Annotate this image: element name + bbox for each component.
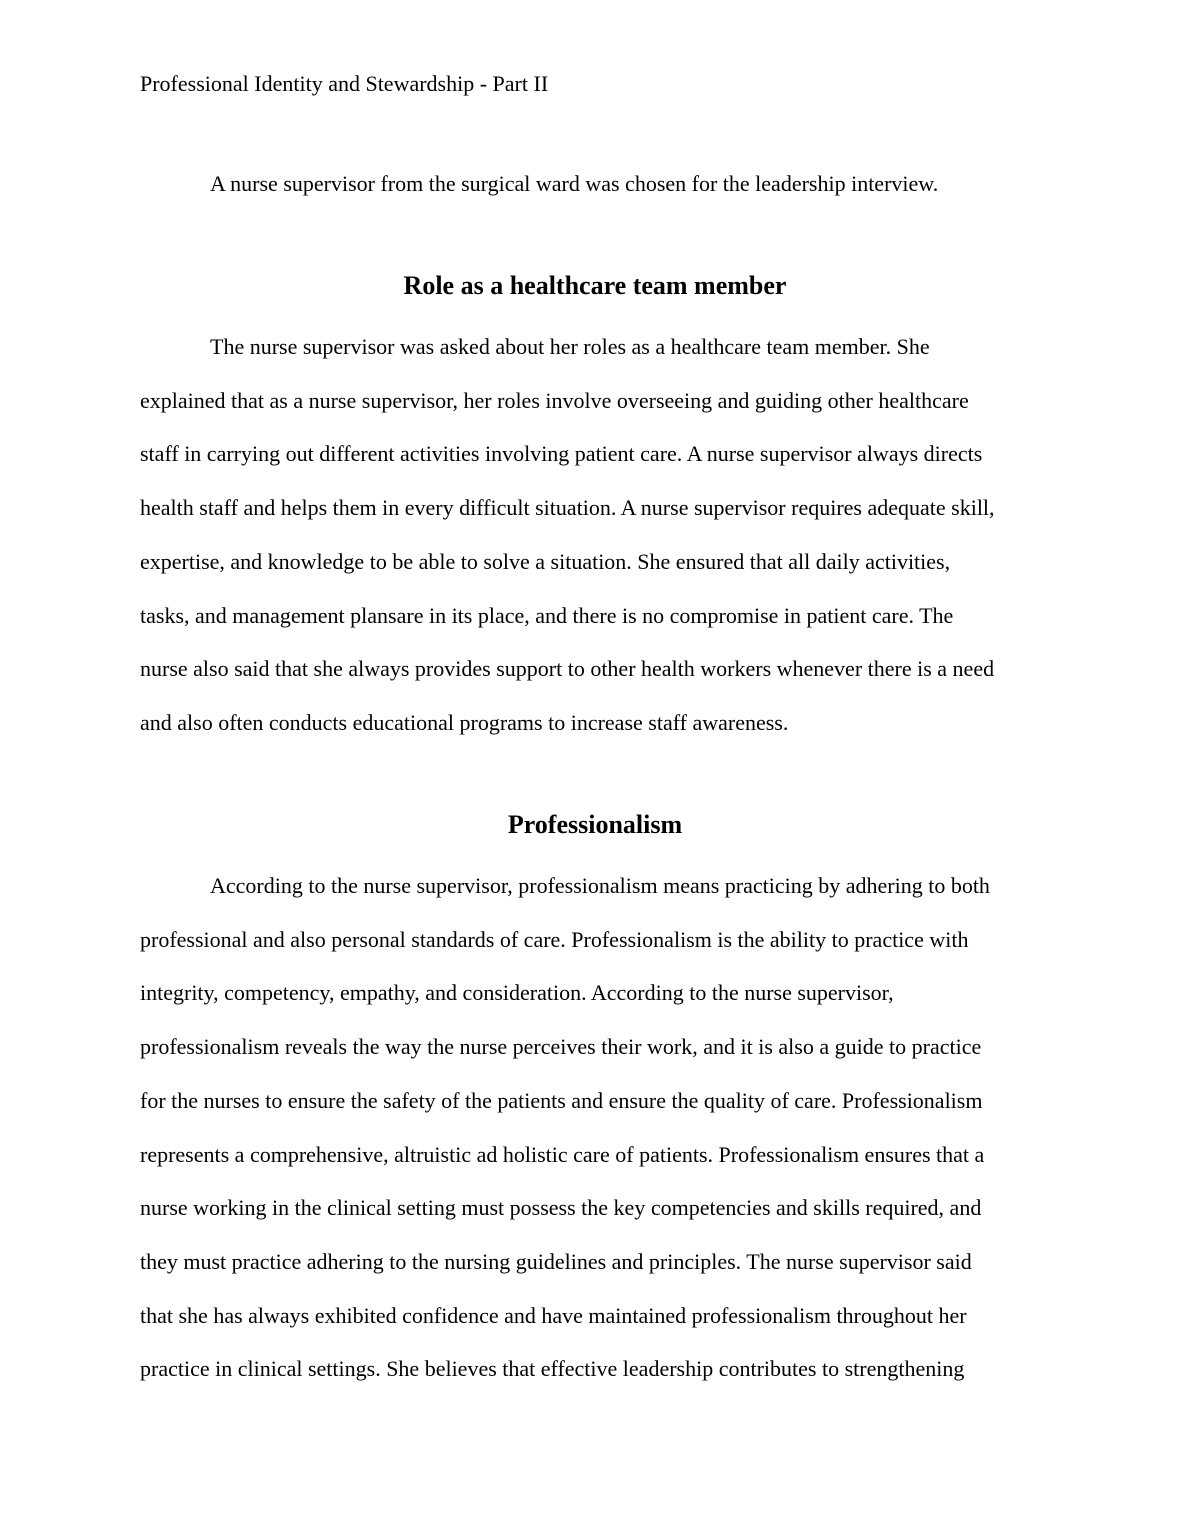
section-heading-professionalism: Professionalism xyxy=(507,810,683,839)
body-line: tasks, and management plansare in its place, and there is no compromise in patient care. The xyxy=(140,602,954,628)
body-line: integrity, competency, empathy, and consideration. According to the nurse supervisor, xyxy=(140,980,894,1006)
running-head: Professional Identity and Stewardship - Part II xyxy=(140,71,549,96)
body-line: professionalism reveals the way the nurse perceives their work, and it is also a guide to practice xyxy=(140,1034,982,1060)
section-body-professionalism xyxy=(140,859,1060,1396)
body-line: for the nurses to ensure the safety of the patients and ensure the quality of care. Professionalism xyxy=(140,1087,983,1113)
body-line: explained that as a nurse supervisor, her roles involve overseeing and guiding other healthcare xyxy=(140,387,969,413)
body-line: and also often conducts educational programs to increase staff awareness. xyxy=(140,709,789,735)
body-line: nurse also said that she always provides support to other health workers whenever there is a need xyxy=(140,656,995,682)
body-line: health staff and helps them in every difficult situation. A nurse supervisor requires adequate skill, xyxy=(140,495,995,521)
body-line: nurse working in the clinical setting must possess the key competencies and skills required, and xyxy=(140,1195,982,1221)
body-line: professional and also personal standards of care. Professionalism is the ability to practice with xyxy=(140,926,969,952)
body-line: staff in carrying out different activities involving patient care. A nurse supervisor always directs xyxy=(140,441,983,467)
body-line: practice in clinical settings. She believes that effective leadership contributes to strengthening xyxy=(140,1356,965,1382)
intro-sentence: A nurse supervisor from the surgical ward was chosen for the leadership interview. xyxy=(210,171,939,196)
body-line: that she has always exhibited confidence and have maintained professionalism throughout her xyxy=(140,1302,967,1328)
body-line: The nurse supervisor was asked about her roles as a healthcare team member. She xyxy=(210,334,930,359)
body-line: According to the nurse supervisor, professionalism means practicing by adhering to both xyxy=(210,873,990,898)
section-heading-role: Role as a healthcare team member xyxy=(403,271,787,300)
body-line: represents a comprehensive, altruistic ad holistic care of patients. Professionalism ensures that a xyxy=(140,1141,985,1167)
section-body-role xyxy=(140,320,1060,750)
body-line: they must practice adhering to the nursing guidelines and principles. The nurse supervisor said xyxy=(140,1248,972,1274)
body-line: expertise, and knowledge to be able to solve a situation. She ensured that all daily activities, xyxy=(140,548,951,574)
